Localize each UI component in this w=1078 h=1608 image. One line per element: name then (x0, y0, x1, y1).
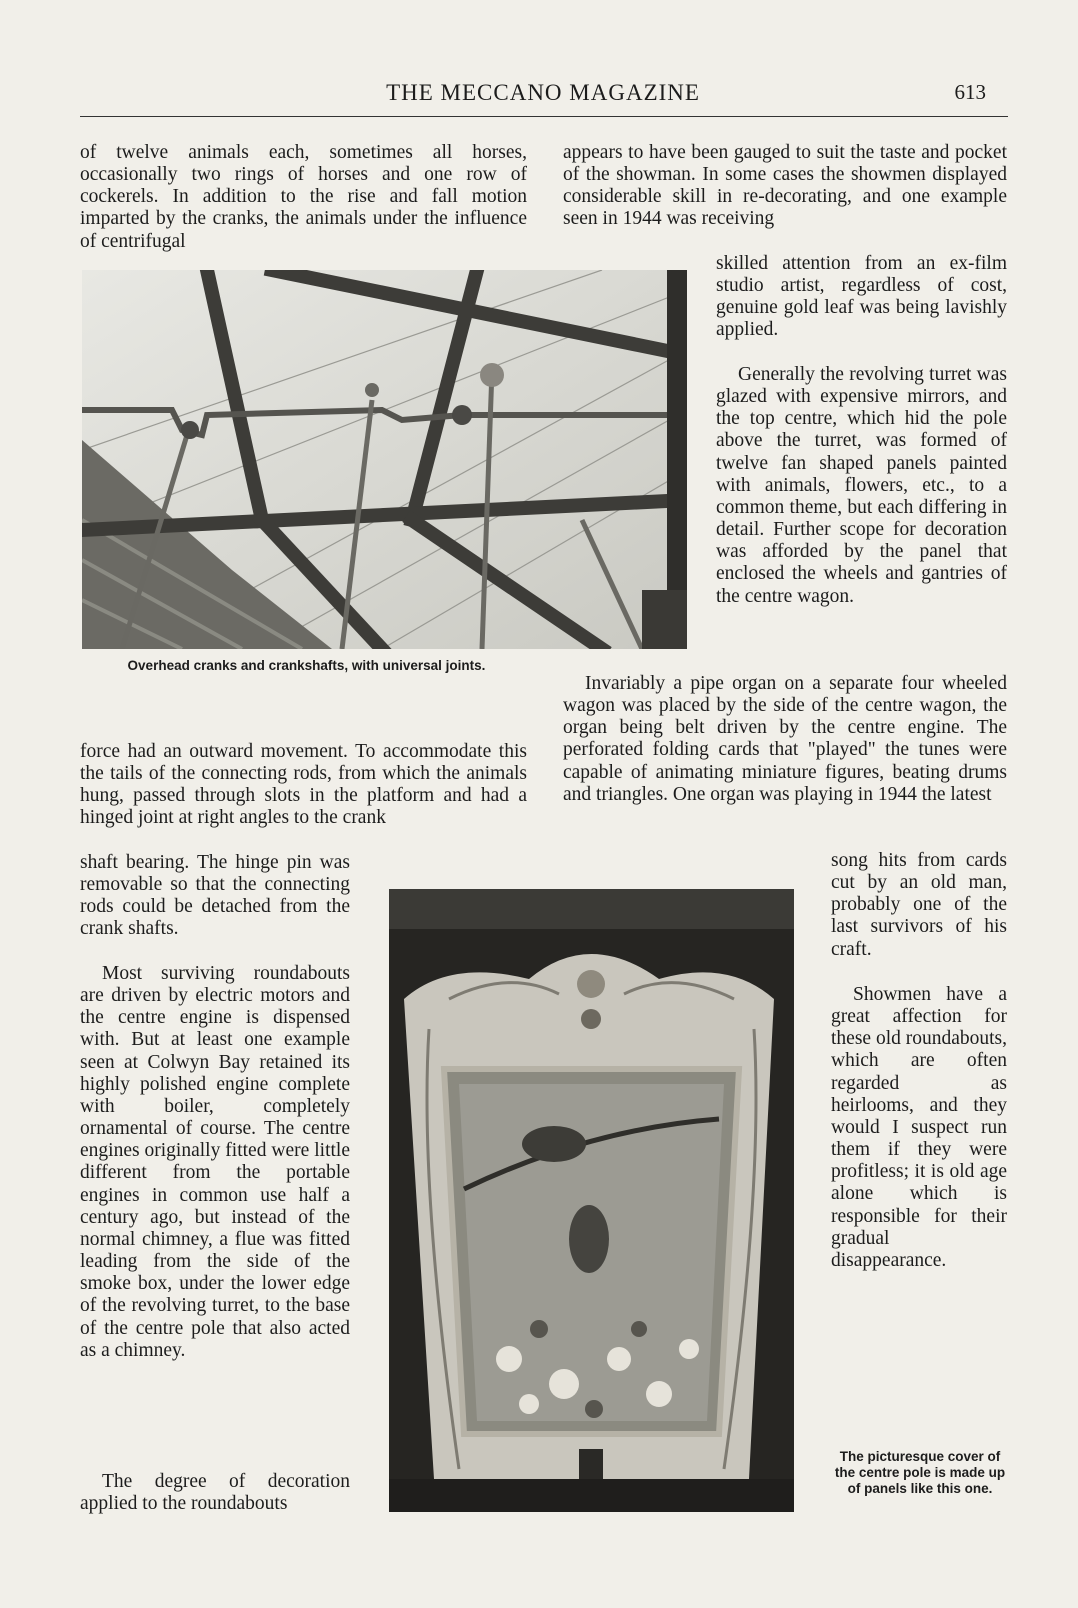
col2-paragraph-6: Showmen have a great affection for these old roundabouts, which are often regarded as heirlooms, and they would I suspect run them if they were profitless; it is old age alone which is responsible for their gradual disappearance. (831, 984, 1008, 1271)
col2-paragraph-4: Invariably a pipe organ on a separate four wheeled wagon was placed by the side of the centre wagon, the organ being belt driven by the centre engine. The perforated folding cards that "played" the tunes were capable of animating miniature figures, beating drums and triangles. One organ was playing in 1944 the latest (563, 673, 1007, 805)
col1-paragraph-4: Most surviving roundabouts are driven by electric motors and the centre engine is dispensed with. But at least one example seen at Colwyn Bay retained its highly polished engine complete with boiler, completely ornamental of course. The centre engines originally fitted were little different from the portable engines in common use half a century ago, but instead of the normal chimney, a flue was fitted leading from the side of the smoke box, under the lower edge of the revolving turret, to the base of the centre pole that also acted as a chimney. (80, 963, 350, 1361)
col1-paragraph-5: The degree of decoration applied to the roundabouts (80, 1471, 350, 1515)
cranks-photo-drawing (82, 270, 687, 649)
col2-paragraph-5: song hits from cards cut by an old man, probably one of the last survivors of his craft. (831, 850, 1007, 960)
magazine-title: THE MECCANO MAGAZINE (386, 80, 700, 105)
panel-caption: The picturesque cover of the centre pole is made up of panels like this one. (834, 1449, 1006, 1496)
col2-paragraph-3: Generally the revolving turret was glazed with expensive mirrors, and the top centre, which hid the pole above the turret, was formed of twelve fan shaped panels painted with animals, flowers, etc., to a common theme, but each differing in detail. Further scope for decoration was afforded by the panel that enclosed the wheels and gantries of the centre wagon. (716, 364, 1007, 607)
col2-paragraph-2: skilled attention from an ex-film studio artist, regardless of cost, genuine gold leaf was being lavishly applied. (716, 253, 1007, 341)
panel-photo (389, 889, 794, 1512)
panel-photo-drawing (389, 889, 794, 1512)
page-number: 613 (954, 80, 986, 104)
cranks-caption: Overhead cranks and crankshafts, with universal joints. (127, 658, 486, 673)
header-rule (80, 116, 1008, 117)
col1-paragraph-2: force had an outward movement. To accommodate this the tails of the connecting rods, from which the animals hung, passed through slots in the platform and had a hinged joint at right angles to the crank (80, 741, 527, 829)
cranks-photo (82, 270, 687, 649)
col2-paragraph-1: appears to have been gauged to suit the taste and pocket of the showman. In some cases the showmen displayed considerable skill in re-decorating, and one example seen in 1944 was receiving (563, 142, 1007, 230)
col1-paragraph-1: of twelve animals each, sometimes all horses, occasionally two rings of horses and one row of cockerels. In addition to the rise and fall motion imparted by the cranks, the animals under the influence of centrifugal (80, 142, 527, 252)
running-header (80, 80, 1006, 114)
col1-paragraph-3: shaft bearing. The hinge pin was removable so that the connecting rods could be detached from the crank shafts. (80, 852, 350, 940)
